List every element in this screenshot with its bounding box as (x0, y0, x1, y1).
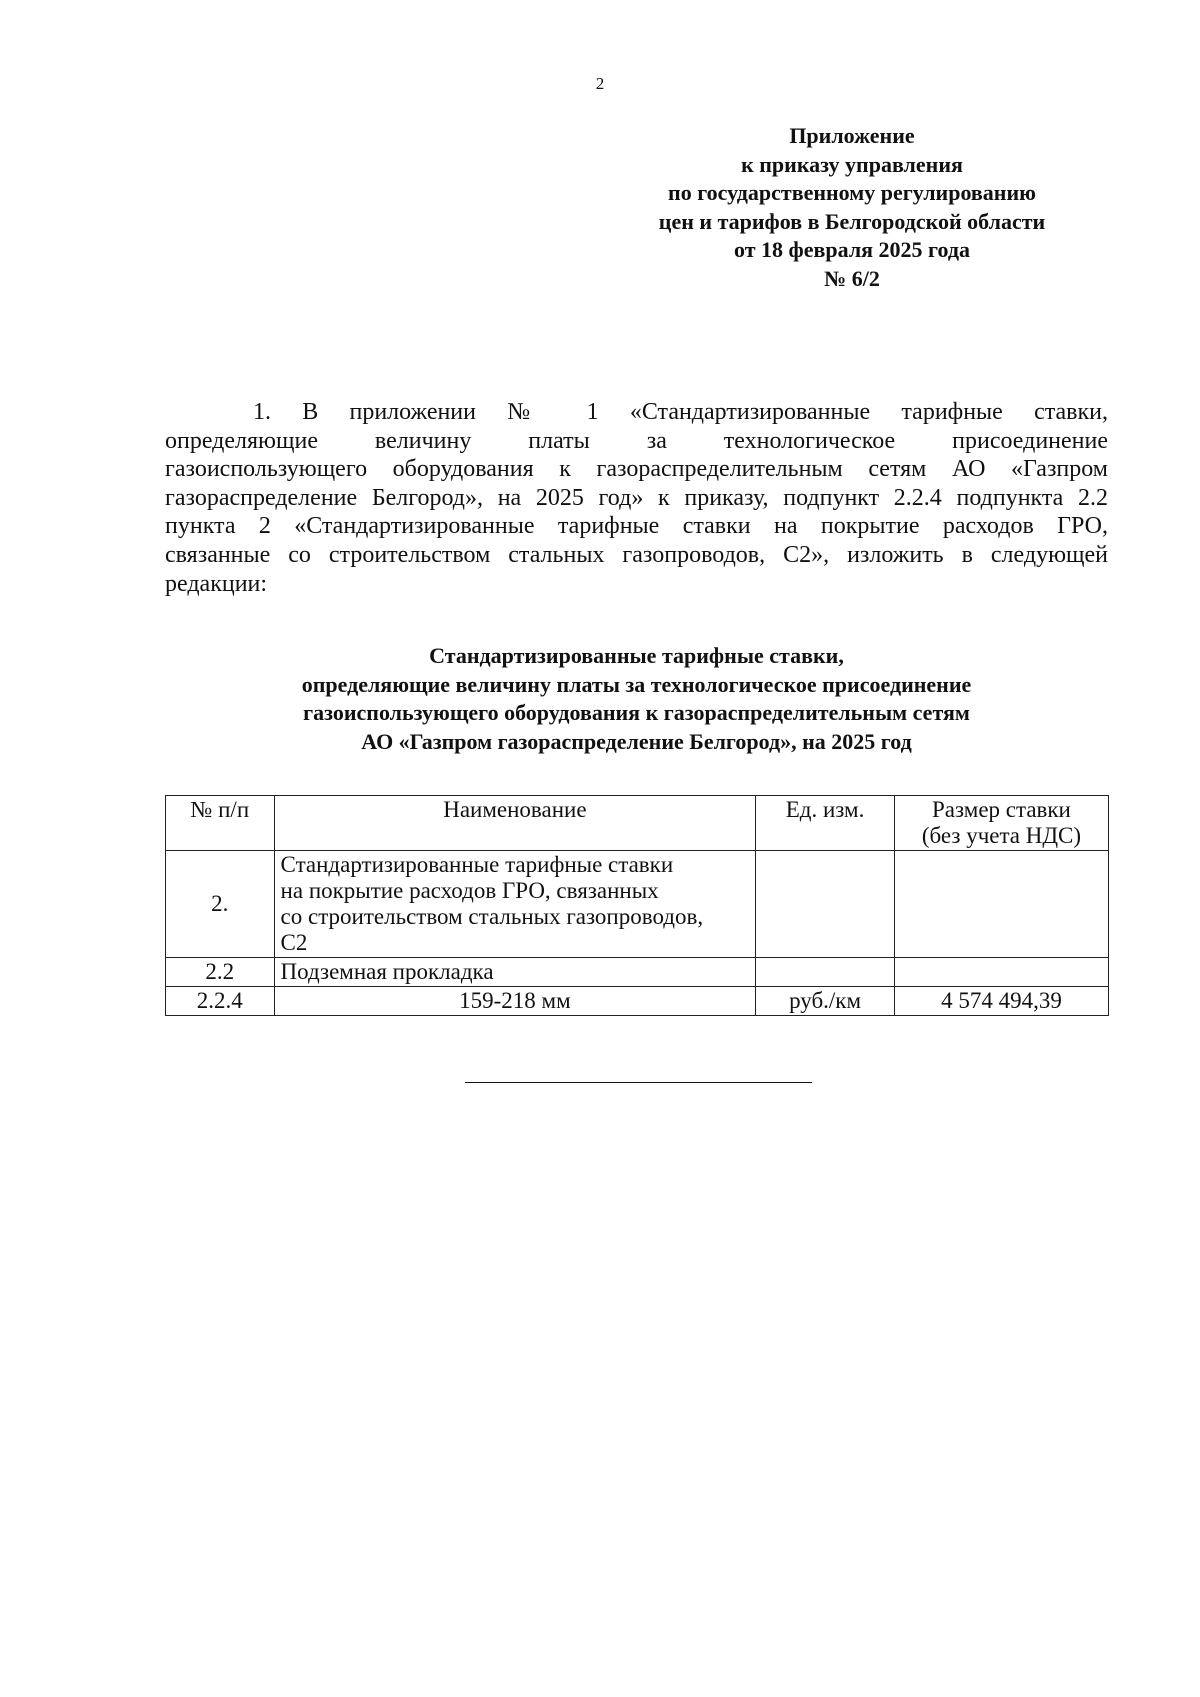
table-row (166, 958, 1109, 987)
header-rate-line2: (без учета НДС) (921, 823, 1082, 848)
table-title-line: газоиспользующего оборудования к газораспределительным сетям (303, 700, 970, 725)
table-title-line: Стандартизированные тарифные ставки, (429, 643, 844, 668)
table-title-line: определяющие величину платы за технологическое присоединение (301, 671, 972, 697)
paragraph-line: газораспределение Белгород», на 2025 год» к приказу, подпункт 2.2.4 подпункта 2.2 (165, 484, 1108, 511)
row-name-line: на покрытие расходов ГРО, связанных (280, 878, 659, 903)
row-rate (894, 958, 1108, 987)
paragraph-line: редакции: (165, 570, 268, 597)
end-divider (465, 1082, 812, 1083)
row-name-line: со строительством стальных газопроводов, (280, 904, 704, 929)
table-title-line: АО «Газпром газораспределение Белгород», на 2025 год (361, 728, 912, 754)
appendix-title: Приложение (789, 123, 915, 148)
header-rate (894, 796, 1108, 851)
appendix-header (622, 122, 1082, 293)
appendix-line: цен и тарифов в Белгородской области (658, 208, 1046, 234)
row-name: 159-218 мм (274, 987, 756, 1016)
row-rate: 4 574 494,39 (894, 987, 1108, 1016)
header-number: № п/п (166, 796, 275, 851)
row-rate (894, 851, 1108, 958)
table-row (166, 987, 1109, 1016)
appendix-date: от 18 февраля 2025 года (734, 237, 970, 262)
paragraph-line: газоиспользующего оборудования к газораспределительным сетям АО «Газпром (165, 456, 1108, 483)
row-number: 2.2.4 (166, 987, 275, 1016)
paragraph-line: определяющие величину платы за технологическое присоединение (165, 427, 1108, 454)
row-unit (756, 851, 895, 958)
header-unit: Ед. изм. (756, 796, 895, 851)
header-name: Наименование (274, 796, 756, 851)
row-unit (756, 958, 895, 987)
table-row (166, 851, 1109, 958)
row-number: 2. (166, 851, 275, 958)
page-number: 2 (595, 74, 605, 93)
rates-table (165, 795, 1109, 1016)
row-name (274, 851, 756, 958)
table-header-row (166, 796, 1109, 851)
row-unit: руб./км (756, 987, 895, 1016)
appendix-order-number: № 6/2 (824, 265, 880, 291)
paragraph-line: связанные со строительством стальных газопроводов, С2», изложить в следующей (165, 541, 1108, 568)
paragraph-line: пункта 2 «Стандартизированные тарифные ставки на покрытие расходов ГРО, (165, 513, 1108, 540)
row-number: 2.2 (166, 958, 275, 987)
amendment-paragraph (165, 398, 1108, 598)
header-rate-line1: Размер ставки (932, 797, 1071, 822)
row-name-line: Стандартизированные тарифные ставки (280, 852, 674, 877)
row-name-line: С2 (280, 930, 308, 955)
table-title (165, 642, 1108, 756)
paragraph-line: 1. В приложении № 1 «Стандартизированные тарифные ставки, (253, 399, 1108, 425)
row-name: Подземная прокладка (274, 958, 756, 987)
appendix-line: к приказу управления (741, 151, 963, 177)
appendix-line: по государственному регулированию (668, 180, 1036, 205)
